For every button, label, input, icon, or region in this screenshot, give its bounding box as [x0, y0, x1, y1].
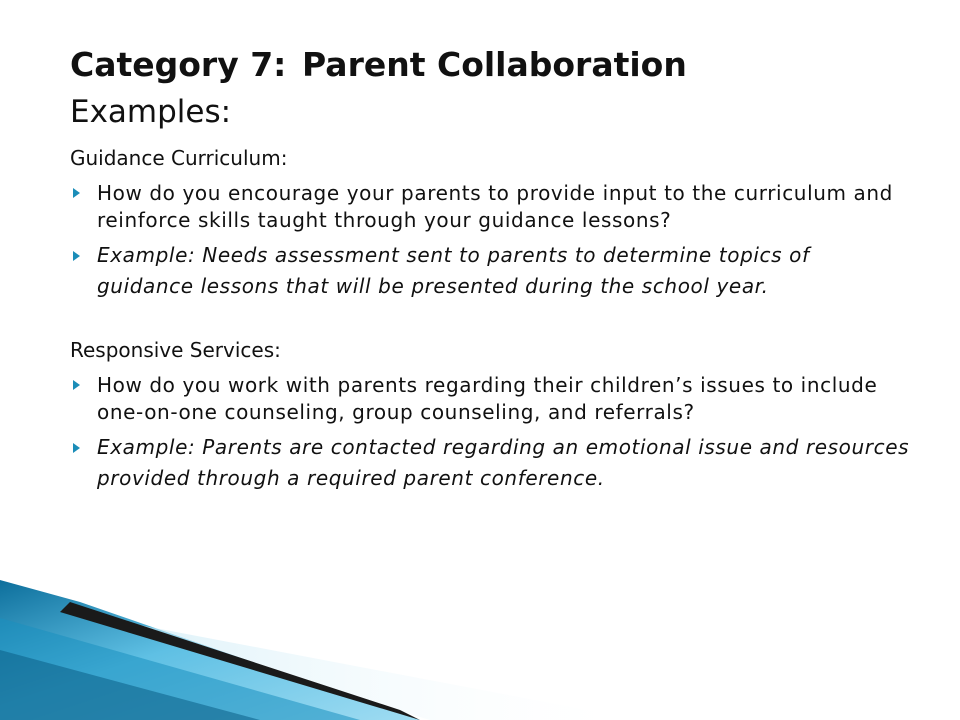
slide-content — [70, 40, 910, 494]
example-text: Example: Needs assessment sent to parents to determine topics of guidance lessons that will be presented during the school year. — [97, 243, 810, 298]
slide-title — [70, 40, 910, 90]
question-text: How do you encourage your parents to provide input to the curriculum and reinforce skills taught through your guidance lessons? — [97, 181, 893, 232]
bullet-arrow-icon — [73, 380, 80, 390]
section-heading: Responsive Services: — [70, 338, 281, 362]
section-heading: Guidance Curriculum: — [70, 146, 288, 170]
example-text: Example: Parents are contacted regarding an emotional issue and resources provided through a required parent conference. — [97, 435, 910, 490]
title-topic: Parent Collaboration — [302, 45, 687, 84]
corner-decoration — [0, 580, 960, 720]
bullet-arrow-icon — [73, 188, 80, 198]
example-bullet — [70, 432, 910, 494]
question-bullet — [70, 372, 910, 426]
section-responsive-services — [70, 336, 910, 494]
question-text: How do you work with parents regarding their children’s issues to include one-on-one counseling, group counseling, and referrals? — [97, 373, 878, 424]
bullet-arrow-icon — [73, 251, 80, 261]
title-category-label: Category 7: — [70, 45, 287, 84]
bullet-arrow-icon — [73, 443, 80, 453]
question-bullet — [70, 180, 910, 234]
example-bullet — [70, 240, 910, 302]
section-guidance-curriculum — [70, 144, 910, 302]
slide-subtitle: Examples: — [70, 94, 232, 130]
section-spacer — [70, 302, 910, 328]
